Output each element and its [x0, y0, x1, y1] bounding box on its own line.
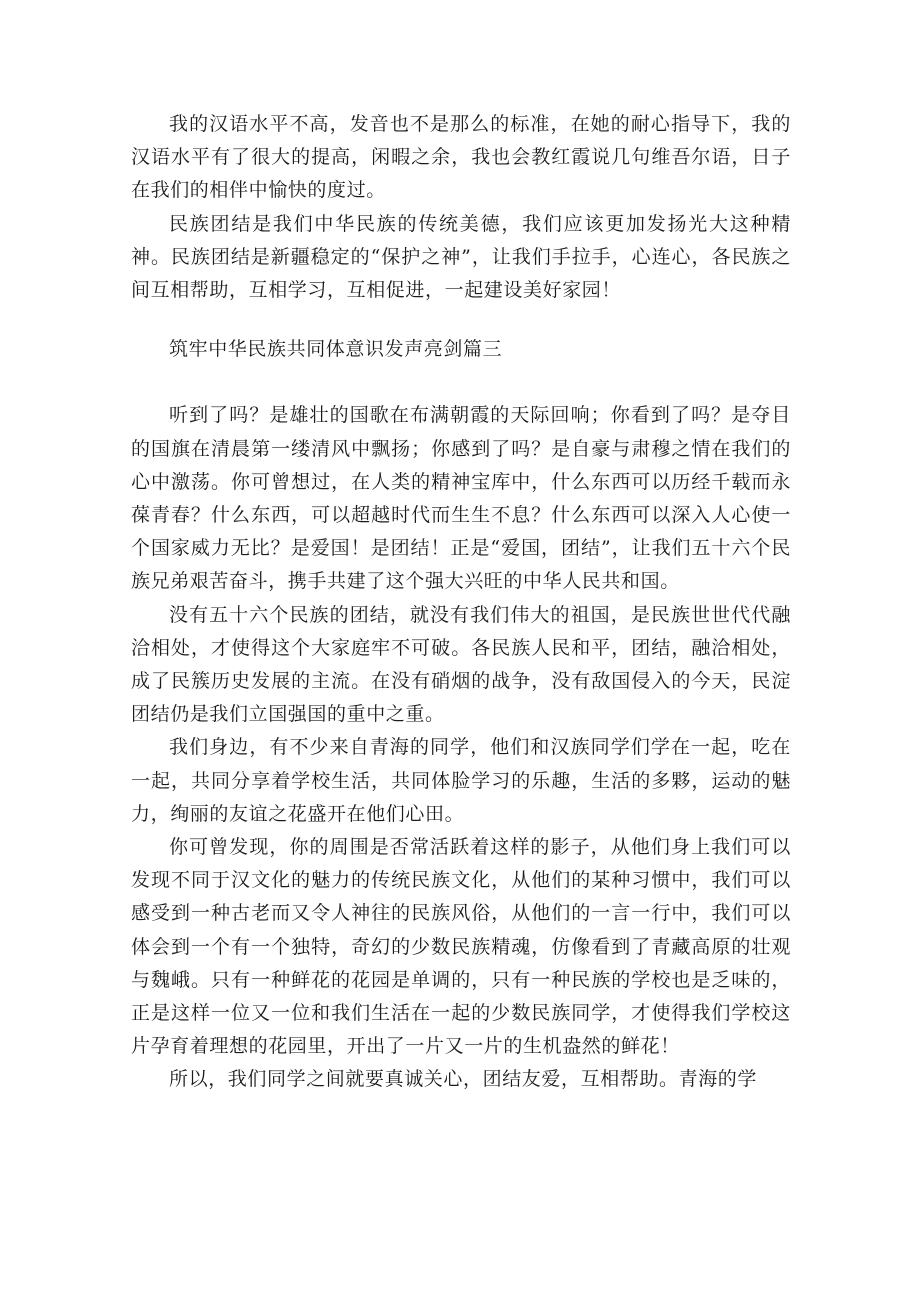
paragraph-6: 你可曾发现，你的周围是否常活跃着这样的影子，从他们身上我们可以发现不同于汉文化的魅力的传统民族文化，从他们的某种习惯中，我们可以感受到一种古老而又令人神往的民族风俗，从他们的一言一行中，我们可以体会到一个有一个独特，奇幻的少数民族精魂，仿像看到了青藏高原的壮观与魏峨。只有一种鲜花的花园是单调的，只有一种民族的学校也是乏味的，正是这样一位又一位和我们生活在一起的少数民族同学，才使得我们学校这片孕育着理想的花园里，开出了一片又一片的生机盎然的鲜花！ [131, 836, 791, 1058]
document-page [131, 108, 791, 1097]
paragraph-4: 没有五十六个民族的团结，就没有我们伟大的祖国，是民族世世代代融洽相处，才使得这个大家庭牢不可破。各民族人民和平，团结，融洽相处，成了民簇历史发展的主流。在没有硝烟的战争，没有敌国侵入的今天，民淀团结仍是我们立国强国的重中之重。 [131, 603, 791, 726]
spacer [131, 366, 791, 399]
spacer [131, 307, 791, 333]
paragraph-5: 我们身边，有不少来自青海的同学，他们和汉族同学们学在一起，吃在一起，共同分享着学校生活，共同体脸学习的乐趣，生活的多夥，运动的魅力，绚丽的友谊之花盛开在他们心田。 [131, 736, 791, 825]
section-title: 筑牢中华民族共同体意识发声亮剑篇三 [169, 338, 503, 361]
paragraph-3: 听到了吗？是雄壮的国歌在布满朝霞的天际回响；你看到了吗？是夺目的国旗在清晨第一缕清风中飘扬；你感到了吗？是自豪与肃穆之情在我们的心中激荡。你可曾想过，在人类的精神宝库中，什么东西可以历经千载而永葆青春？什么东西，可以超越时代而生生不息？什么东西可以深入人心使一个国家威力无比？是爱国！是团结！正是“爱国，团结”，让我们五十六个民族兄弟艰苦奋斗，携手共建了这个强大兴旺的中华人民共和国。 [131, 404, 791, 593]
paragraph-7: 所以，我们同学之间就要真诚关心，团结友爱，互相帮助。青海的学 [169, 1068, 758, 1091]
paragraph-2: 民族团结是我们中华民族的传统美德，我们应该更加发扬光大这种精神。民族团结是新疆稳定的“保护之神”，让我们手拉手，心连心，各民族之间互相帮助，互相学习，互相促进，一起建设美好家园！ [131, 212, 791, 302]
paragraph-1: 我的汉语水平不高，发音也不是那么的标准，在她的耐心指导下，我的汉语水平有了很大的提高，闲暇之余，我也会教红霞说几句维吾尔语，日子在我们的相伴中愉快的度过。 [131, 113, 791, 202]
